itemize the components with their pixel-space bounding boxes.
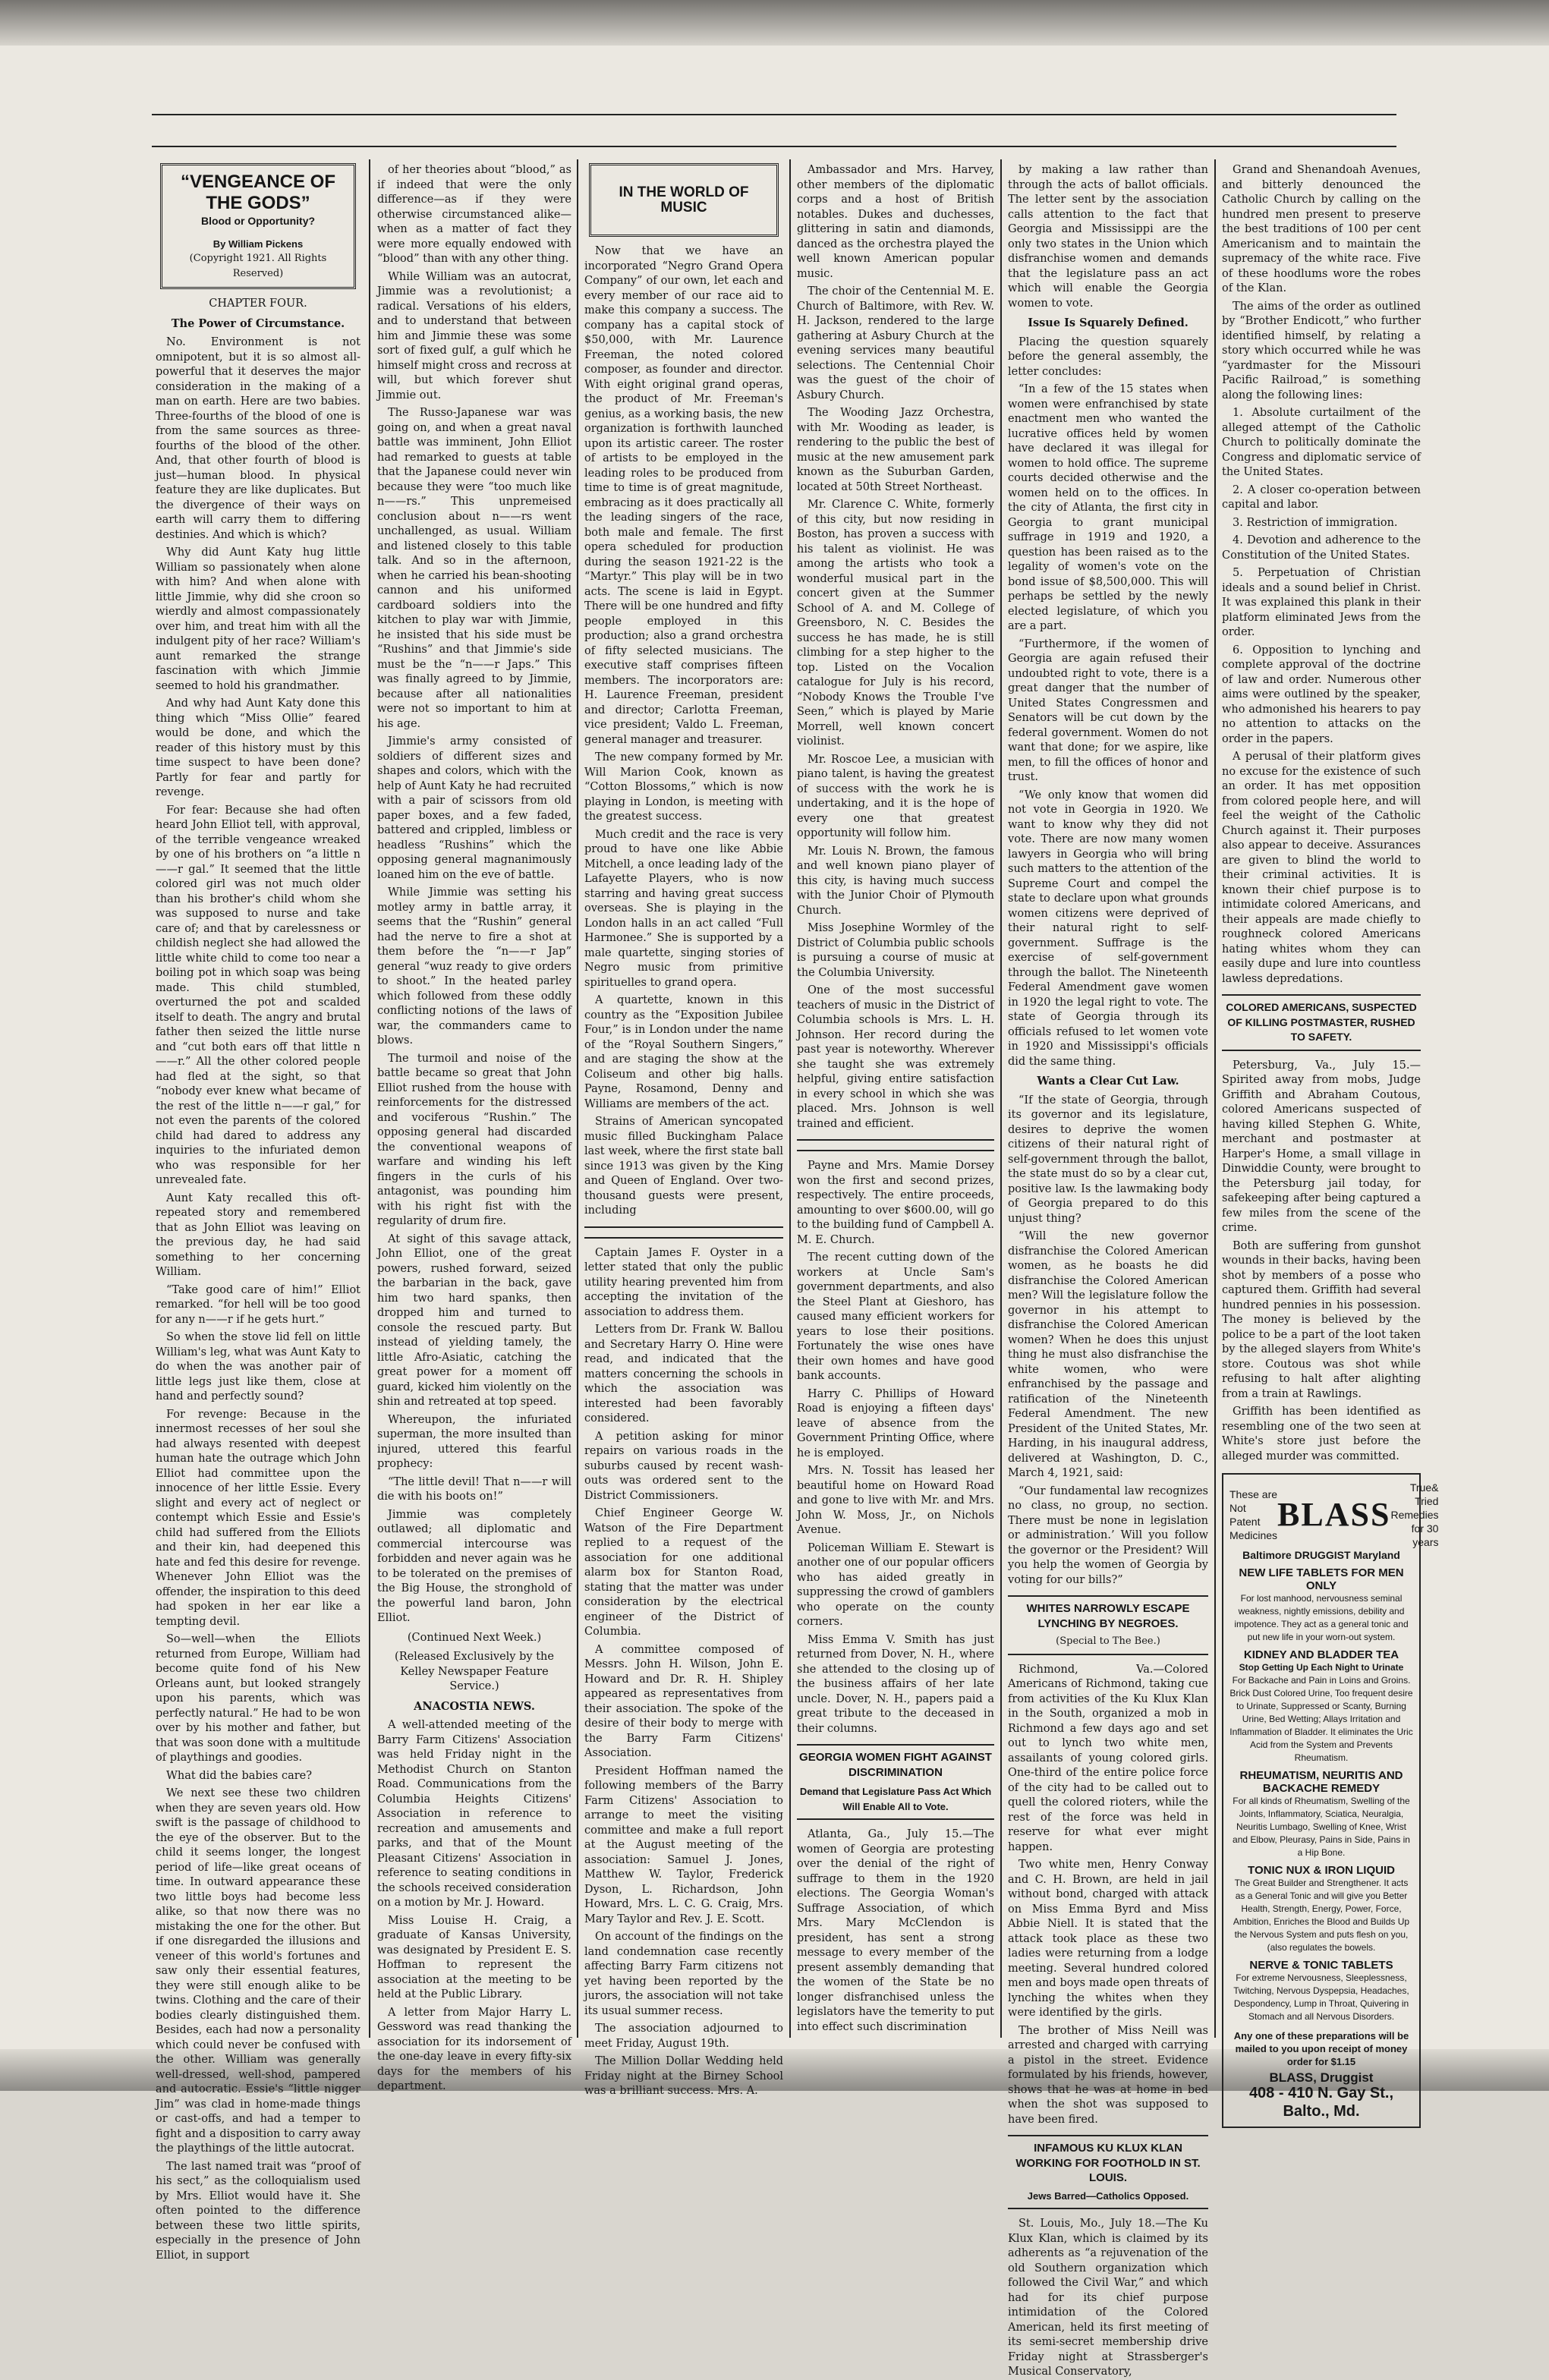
petersburg-body xyxy=(1222,1059,1421,1465)
article-paragraph: 4. Devotion and adherence to the Constitution of the United States. xyxy=(1222,534,1421,562)
clear-law-body xyxy=(1008,1094,1208,1588)
article-paragraph: The brother of Miss Neill was arrested and charged with carrying a pistol in the street. Evidence formulated by his friends, however, shows that he was at home in bed when the shot was supposed to have been fired. xyxy=(1008,2024,1208,2126)
article-paragraph: Mrs. N. Tossit has leased her beautiful home on Howard Road and gone to live with Mr. and Mrs. John W. Moss, Jr., on Nichols Avenue. xyxy=(797,1465,994,1536)
article-paragraph: For revenge: Because in the innermost recesses of her soul she had always resented with deepest human hate the outrage which John Elliot had committee upon the innocence of her little Essie. Every slight and every act of neglect or contempt which Essie and Essie's child had suffered from the Elliots and their kin, had deepened this hate and fed this desire for revenge. Whenever John Elliot was the offender, the inspiration to this deed had spoken in her ear like a tempting devil. xyxy=(156,1408,360,1628)
issue-heading: Issue Is Squarely Defined. xyxy=(1028,316,1189,329)
article-paragraph: Two white men, Henry Conway and C. H. Brown, are held in jail without bond, charged with attack on Miss Emma Byrd and Miss Abbie Niell. It is stated that the attack took place as these two ladies were returning from a lodge meeting. Several hundred colored men and boys made open threats of lynching the whites when they were identified by the girls. xyxy=(1008,1859,1208,2019)
article-paragraph: A quartette, known in this country as the “Exposition Jubilee Four,” is in London under the name of the “Royal Southern Singers,” and are staging the show at the Coliseum and other big halls. Payne, Rosamond, Denny and Williams are members of the act. xyxy=(584,994,783,1110)
klan-title: INFAMOUS KU KLUX KLAN WORKING FOR FOOTHOLD IN ST. LOUIS. xyxy=(1015,2142,1201,2184)
column-1 xyxy=(156,163,360,2262)
article-paragraph: 6. Opposition to lynching and complete approval of the doctrine of law and order. Numerous other aims were outlined by the speaker, who admonished his hearers to pay no attention to attacks on the order in the papers. xyxy=(1222,644,1421,745)
article-paragraph: So—well—when the Elliots returned from Europe, William had become quite fond of his New Orleans aunt, but looked strangely upon his parents, which was perfectly natural.” He had to be won over by his mother and father, but that was soon done with a multitude of playthings and goodies. xyxy=(156,1633,360,1764)
klan-body xyxy=(1008,2217,1208,2380)
article-paragraph: Chief Engineer George W. Watson of the Fire Department replied to a request of the association for one additional alarm box for Stanton Road, stating that the matter was under consideration by the electrical engineer of the District of Columbia. xyxy=(584,1507,783,1638)
ad-text-3: For all kinds of Rheumatism, Swelling of the Joints, Inflammatory, Sciatica, Neuralgia, Neuritis Lumbago, Swelling of Knee, Wrist and Elbow, Pleurasy, Pains in Side, Pains in a Hip Bone. xyxy=(1233,1796,1410,1858)
ad-heading-4: TONIC NUX & IRON LIQUID xyxy=(1248,1864,1395,1877)
article-paragraph: Letters from Dr. Frank W. Ballou and Secretary Harry O. Hine were read, and indicated that the matters concerning the schools in which the association was interested had been favorably considered. xyxy=(584,1324,783,1425)
blass-advertisement xyxy=(1222,1473,1439,2128)
ad-address-1: 408 - 410 N. Gay St., xyxy=(1248,2085,1394,2101)
anacostia-body-continued-2 xyxy=(797,1159,994,1736)
column-rule xyxy=(369,159,370,2038)
article-paragraph: Harry C. Phillips of Howard Road is enjoying a fifteen days' leave of absence from the Government Printing Office, where he is employed. xyxy=(797,1387,994,1459)
article-paragraph: “The little devil! That n——r will die with his boots on!” xyxy=(377,1475,571,1503)
ad-tagline: Baltimore DRUGGIST Maryland xyxy=(1242,1549,1400,1561)
copyright: (Copyright 1921. All Rights Reserved) xyxy=(189,253,327,279)
article-paragraph: While William was an autocrat, Jimmie was a revolutionist; a radical. Versations of his elders, and to understand that between him and Jimmie these was some sort of fixed gulf, a gulf which he himself might cross and recross at will, but which forever shut Jimmie out. xyxy=(377,270,571,401)
article-paragraph: Much credit and the race is very proud to have one like Abbie Mitchell, a once leading lady of the Lafayette Players, who is now starring and having great success overseas. She is playing in the London halls in an act called “Full Harmonee.” She is supported by a male quartette, singing stories of Negro music from primitive spirituelles to grand opera. xyxy=(584,828,783,989)
ad-left-1: These are xyxy=(1229,1488,1278,1500)
clear-law-heading: Wants a Clear Cut Law. xyxy=(1037,1075,1179,1088)
ad-left-text xyxy=(1229,1488,1277,1542)
article-paragraph: 5. Perpetuation of Christian ideals and a sound belief in Christ. It was explained this plank in their platform eliminated Jews from the order. xyxy=(1222,567,1421,638)
article-paragraph: So when the stove lid fell on little William's leg, what was Aunt Katy to do when the was another pair of little legs just like them, close at hand and perfectly sound? xyxy=(156,1331,360,1402)
article-paragraph: Captain James F. Oyster in a letter stated that only the public utility hearing prevented him from accepting the invitation of the association to address them. xyxy=(584,1246,783,1318)
georgia-body xyxy=(797,1828,994,2035)
ad-text-1: For lost manhood, nervousness seminal weakness, nightly emissions, debility and impotence. They act as a general tonic and put new life in your worn-out system. xyxy=(1234,1593,1409,1642)
article-paragraph: “We only know that women did not vote in Georgia in 1920. We want to know why they did not vote. There are now many women lawyers in Georgia who will bring such matters to the attention of the Supreme Court and compel the state to declare upon what grounds women citizens were deprived of their natural right to self-government. Suffrage is the exercise of self-government through the ballot. The Nineteenth Federal Amendment gave women in 1920 the legal right to vote. The state of Georgia through its officials refused to let women vote in 1920 and Mississippi's officials did the same thing. xyxy=(1008,789,1208,1068)
article-paragraph: A petition asking for minor repairs on various roads in the suburbs caused by recent wash-outs was ordered sent to the District Commissioners. xyxy=(584,1430,783,1502)
article-paragraph: 3. Restriction of immigration. xyxy=(1233,516,1398,529)
petersburg-title: COLORED AMERICANS, SUSPECTED OF KILLING POSTMASTER, RUSHED TO SAFETY. xyxy=(1226,1001,1417,1043)
column-5 xyxy=(1008,163,1208,2378)
ad-text-2: For Backache and Pain in Loins and Groins. Brick Dust Colored Urine, Too frequent desire to Urinate, Suppressed or Scanty, Burning Urine, Bed Wetting; Allays Irritation and Inflammation of Bladder. It eliminates the Uric Acid from the System and Prevents Rheumatism. xyxy=(1229,1675,1413,1763)
article-paragraph: “Take good care of him!” Elliot remarked. “for hell will be too good for any n——r if he gets hurt.” xyxy=(156,1283,360,1326)
serial-title: “VENGEANCE OF THE GODS” xyxy=(180,172,336,213)
serial-header-box xyxy=(160,163,356,289)
article-paragraph: A letter from Major Harry L. Gessword was read thanking the association for its indorsement of the one-day leave in every fifty-six days for the members of his department. xyxy=(377,2006,571,2092)
ad-heading-2: KIDNEY AND BLADDER TEA xyxy=(1243,1648,1399,1661)
column-rule xyxy=(1214,159,1216,2038)
serial-subtitle: Blood or Opportunity? xyxy=(200,215,316,227)
georgia-body-continued xyxy=(1008,163,1208,311)
music-title: IN THE WORLD OF MUSIC xyxy=(619,184,749,216)
article-paragraph: While Jimmie was setting his motley army in battle array, it seems that the “Rushin” general had the nerve to fire a shot at them before the “n——r Jap” general “wuz ready to give orders to shoot.” In the heated parley which followed from these oddly conflicting notions of the laws of war, the commanders came to blows. xyxy=(377,886,571,1047)
klan-body-continued xyxy=(1222,163,1421,987)
ad-signature: BLASS, Druggist xyxy=(1269,2070,1374,2085)
article-paragraph: At sight of this savage attack, John Elliot, one of the great powers, rushed forward, seized the barbarian in the back, gave him two hard spanks, then dropped him and turned to console the rescued party. But instead of yielding tamely, the little Afro-Asiatic, catching the great power for a moment off guard, kicked him violently on the shin and retreated at top speed. xyxy=(377,1232,571,1408)
masthead-rule xyxy=(152,114,1396,147)
article-paragraph: “If the state of Georgia, through its governor and its legislature, desires to deprive the women citizens of their natural right of self-government through the ballot, the state must do so by a clear cut, positive law. Is the lawmaking body of Georgia prepared to do this unjust thing? xyxy=(1008,1094,1208,1225)
klan-header xyxy=(1008,2135,1208,2209)
ad-mail-note: Any one of these preparations will be mailed to you upon receipt of money order for $1.15 xyxy=(1233,2030,1409,2067)
article-paragraph: Placing the question squarely before the general assembly, the letter concludes: xyxy=(1008,335,1208,378)
article-paragraph: A well-attended meeting of the Barry Farm Citizens' Association was held Friday night in the Methodist Church on Stanton Road. Communications from the Columbia Heights Citizens' Association in reference to recreation and amusements and parks, and that of the Mount Pleasant Citizens' Association in reference to seating conditions in the schools received consideration on a motion by Mr. J. Howard. xyxy=(377,1719,571,1909)
column-4 xyxy=(797,163,994,2038)
article-paragraph: “Furthermore, if the women of Georgia are again refused their undoubted right to vote, there is a great danger that the number of United States Congressmen and Senators will be cut down by the federal government. Women do not want that done; for we aspire, like men, to fill the offices of honor and trust. xyxy=(1008,638,1208,783)
music-body-continued xyxy=(797,163,994,1132)
article-paragraph: Whereupon, the infuriated superman, the more insulted than injured, uttered this fearful prophecy: xyxy=(377,1413,571,1470)
ad-heading-5: NERVE & TONIC TABLETS xyxy=(1249,1959,1393,1972)
article-paragraph: Atlanta, Ga., July 15.—The women of Georgia are protesting over the denial of the right of suffrage to them in the 1920 elections. The Georgia Woman's Suffrage Association, of which Mrs. Mary McClendon is president, has sent a strong message to every member of the present assembly demanding that the women of the State be no longer disfranchised unless the legislators have the temerity to put into effect such discrimination xyxy=(797,1828,994,2033)
article-paragraph: Petersburg, Va., July 15.—Spirited away from mobs, Judge Griffith and Abraham Coutous, colored Americans suspected of having killed Stephen G. White, merchant and postmaster at Harper's Home, a small village in Dinwiddie County, were brought to the Petersburg jail today, for safekeeping after being captured a few miles from the scene of the crime. xyxy=(1222,1059,1421,1234)
article-paragraph: “Will the new governor disfranchise the Colored American women, as he boasts he did disfranchise the Colored American men? Will the legislature follow the governor in his attempt to disfranchise the Colored American women? When he does this unjust thing he must also disfranchise the white women, who were enfranchised by the passage and ratification of the Nineteenth Federal Amendment. The new President of the United States, Mr. Harding, in his inaugural address, delivered at Washington, D. C., March 4, 1921, said: xyxy=(1008,1230,1208,1479)
article-paragraph: One of the most successful teachers of music in the District of Columbia schools is Mrs. L. H. Johnson. Her record during the past year is noteworthy. Wherever she taught she was extremely helpful, giving entire satisfaction in every school in which she was placed. Mrs. Johnson is well trained and efficient. xyxy=(797,984,994,1130)
article-paragraph: Miss Josephine Wormley of the District of Columbia public schools is pursuing a course of music at the Columbia University. xyxy=(797,922,994,979)
article-paragraph: Richmond, Va.—Colored Americans of Richmond, taking cue from activities of the Ku Klux Klan in the South, organized a mob in Richmond a few days ago and set out to lynch two white men, assailants of young colored girls. One-third of the entire police force of the city had to be called out to quell the colored rioters, while the rest of the force was held in reserve for what ever might happen. xyxy=(1008,1663,1208,1853)
anacostia-body-continued xyxy=(584,1246,783,2099)
continued-note: (Continued Next Week.) xyxy=(407,1631,542,1644)
article-paragraph: No. Environment is not omnipotent, but it is so almost all-powerful that it deserves the major consideration in the making of a man on earth. Here are two babies. Three-fourths of the blood of one is from the same sources as three-fourths of the blood of the other. And, that other fourth of blood is just—human blood. In physical feature they are like duplicates. But the divergence of their ways on earth will carry them to differing destinies. And which is which? xyxy=(156,336,360,541)
article-paragraph: The choir of the Centennial M. E. Church of Baltimore, with Rev. W. H. Jackson, rendered to the large gathering at Asbury Church at the evening services many beautiful selections. The Centennial Choir was the guest of the choir of Asbury Church. xyxy=(797,285,994,401)
article-paragraph: Payne and Mrs. Mamie Dorsey won the first and second prizes, respectively. The entire proceeds, amounting to over $600.00, will go to the building fund of Campbell A. M. E. Church. xyxy=(797,1160,994,1246)
article-paragraph: The Wooding Jazz Orchestra, with Mr. Wooding as leader, is rendering to the public the best of music at the new amusement park known as the Suburban Garden, located at 50th Street Northeast. xyxy=(797,407,994,493)
georgia-header xyxy=(797,1744,994,1820)
ad-address-2: Balto., Md. xyxy=(1283,2103,1360,2120)
article-paragraph: Mr. Clarence C. White, formerly of this city, but now residing in Boston, has proven a success with his talent as violinist. He was among the artists who took a wonderful musical part in the concert given at the Summer School of A. and M. College of Greensboro, N. C. Besides the success he has made, he is still climbing for a step higher to the top. Listed on the Vocalion catalogue for July is his record, “Nobody Knows the Trouble I've Seen,” which is played by Marie Morrell, well known concert violinist. xyxy=(797,499,994,748)
article-paragraph: What did the babies care? xyxy=(166,1769,313,1782)
column-3 xyxy=(584,163,783,2097)
music-body xyxy=(584,244,783,1219)
release-note: (Released Exclusively by the Kelley Newspaper Feature Service.) xyxy=(395,1651,554,1692)
petersburg-header xyxy=(1222,994,1421,1051)
georgia-subtitle: Demand that Legislature Pass Act Which Will Enable All to Vote. xyxy=(799,1786,992,1812)
article-paragraph: Griffith has been identified as resembling one of the two seen at White's store just before the alleged murder was committed. xyxy=(1222,1406,1421,1462)
article-paragraph: A committee composed of Messrs. John H. Wilson, John E. Howard and Dr. R. H. Shipley appeared as representatives from their association. The spoke of the desire of their body to merge with the Barry Farm Citizens' Association. xyxy=(584,1643,783,1759)
section-heading: The Power of Circumstance. xyxy=(171,316,345,330)
ad-right-1: True& Tried xyxy=(1409,1481,1439,1507)
article-paragraph: And why had Aunt Katy done this thing which “Miss Ollie” feared would be done, and which the reader of this history must by this time suspect to have been done? Partly for fear and partly for revenge. xyxy=(156,697,360,798)
article-paragraph: The association adjourned to meet Friday, August 19th. xyxy=(584,2023,783,2050)
article-paragraph: Miss Emma V. Smith has just returned from Dover, N. H., where she attended to the closing up of the business affairs of her late uncle. Dover, N. H., papers paid a great tribute to the deceased in their columns. xyxy=(797,1633,994,1735)
article-paragraph: For fear: Because she had often heard John Elliot tell, with approval, of the terrible vengeance wreaked by one of his brothers on “a little n——r gal.” It seemed that the little colored girl was not much older than his brother's child whom she was supposed to nurse and take care of; and that by carelessness or childish neglect she had allowed the little white child to come too near a boiling pot in which soap was being made. This child stumbled, overturned the pot and scalded itself to death. The angry and brutal father then seized the little nurse and “cut both ears off that little n——r.” All the other colored people had fled at the sight, so that “nobody ever knew what became of the rest of the little n——r gal,” for not even the parents of the colored child had dared to address any inquiries to the infuriated demon who was responsible for her unrevealed fate. xyxy=(156,804,360,1186)
ad-heading-1: NEW LIFE TABLETS FOR MEN ONLY xyxy=(1239,1566,1404,1592)
section-divider xyxy=(797,1139,994,1151)
article-paragraph: Now that we have an incorporated “Negro Grand Opera Company” of our own, let each and every member of our race aid to make this company a success. The company has a capital stock of $50,000, with Mr. Laurence Freeman, the noted colored composer, as founder and director. With eight original grand operas, the product of Mr. Freeman's genius, as a working basis, the new organization is forthwith launched upon its artistic career. The roster of artists to be employed in the leading roles to be produced from time to time is of great magnitude, embracing as it does practically all the leading singers of the race, both male and female. The first opera scheduled for production during the season 1921-22 is the “Martyr.” This play will be in two acts. The scene is laid in Egypt. There will be one hundred and fifty people employed in this production; also a grand orchestra of fifty selected musicians. The executive staff comprises fifteen members. The incorporators are: H. Laurence Freeman, president and director; Carlotta Freeman, vice president; Valdo L. Freeman, general manager and treasurer. xyxy=(584,245,783,746)
column-6 xyxy=(1222,163,1439,2120)
article-paragraph: The new company formed by Mr. Will Marion Cook, known as “Cotton Blossoms,” which is now playing in London, is meeting with the greatest success. xyxy=(584,751,783,823)
article-paragraph: Mr. Roscoe Lee, a musician with piano talent, is having the greatest of success with the work he is undertaking, and it is the hope of every one that greatest opportunity will follow him. xyxy=(797,753,994,839)
article-paragraph: President Hoffman named the following members of the Barry Farm Citizens' Association to arrange to meet the visiting committee and make a full report at the August meeting of the association: Samuel J. Jones, Matthew W. Taylor, Frederick Dyson, L. Richardson, John Howard, Mrs. L. C. G. Craig, Mrs. Mary Taylor and Rev. J. E. Scott. xyxy=(584,1765,783,1925)
article-paragraph: Both are suffering from gunshot wounds in their backs, having been shot by members of a posse who captured them. Griffith had several hundred pennies in his possession. The money is believed by the police to be a part of the loot taken by the alleged slayers from White's store. Coutous was shot while refusing to halt after alighting from a train at Rawlings. xyxy=(1222,1239,1421,1400)
article-paragraph: The Russo-Japanese war was going on, and when a great naval battle was imminent, John Elliot had remarked to guests at table that the Japanese could never win because they were “too much like n——rs.” This unpremeised conclusion about n——rs went unchallenged, as usual. William and listened closely to this table talk. And so in the afternoon, when he carried his bean-shooting cannon and his uniformed cardboard soldiers into the kitchen to play war with Jimmie, he insisted that his side must be “Rushins” and that Jimmie's side must be the “n——r Japs.” This was finally agreed to by Jimmie, because after all nationalities were not so important to him at his age. xyxy=(377,407,571,730)
article-paragraph: The Million Dollar Wedding held Friday night at the Birney School was a brilliant success. Mrs. A. xyxy=(584,2055,783,2097)
chapter-heading: CHAPTER FOUR. xyxy=(209,298,307,310)
serial-body-continued xyxy=(377,163,571,1626)
article-paragraph: 1. Absolute curtailment of the alleged attempt of the Catholic Church to politically dominate the Congress and diplomatic service of the United States. xyxy=(1222,407,1421,478)
article-paragraph: Mr. Louis N. Brown, the famous and well known piano player of this city, is having much success with the Junior Choir of Plymouth Church. xyxy=(797,845,994,917)
issue-body xyxy=(1008,335,1208,1070)
georgia-title: GEORGIA WOMEN FIGHT AGAINST DISCRIMINATION xyxy=(799,1751,992,1779)
article-paragraph: A perusal of their platform gives no excuse for the existence of such an order. It has met opposition from colored people here, and will feel the weight of the Catholic Church against it. Their purposes also appear to deceive. Assurances are given to blind the world to their criminal activities. It is known their chief purpose is to intimidate colored Americans, and their appeals are made chiefly to roughneck colored Americans hating whites whom they can easily dupe and lure into countless lawless depredations. xyxy=(1222,751,1421,985)
ad-text-4: The Great Builder and Strengthener. It acts as a General Tonic and will give you Better Health, Strength, Energy, Power, Force, Ambition, Enriches the Blood and Builds Up the Nervous System and puts flesh on you, (also regulates the bowels. xyxy=(1233,1878,1410,1953)
column-2 xyxy=(377,163,571,2092)
ad-subheading-2: Stop Getting Up Each Night to Urinate xyxy=(1239,1662,1404,1673)
article-paragraph: The last named trait was “proof of his sect,” as the colloquialism used by Mrs. Elliot would have it. She often pointed to the difference between these two little spirits, especially in the presence of John Elliot, in support xyxy=(156,2160,360,2262)
article-paragraph: Ambassador and Mrs. Harvey, other members of the diplomatic corps and a host of British notables. Dukes and duchesses, glittering in satin and diamonds, danced as the orchestra played the well known American popular music. xyxy=(797,164,994,280)
article-paragraph: Aunt Katy recalled this oft-repeated story and remembered that as John Elliot was leaving on the previous day, he had said something to her concerning William. xyxy=(156,1192,360,1278)
article-paragraph: St. Louis, Mo., July 18.—The Ku Klux Klan, which is claimed by its adherents as “a rejuvenation of the old Southern organization which followed the Civil War,” and which had for its chief purpose intimidation of the Colored American, held its first meeting of its semi-secret membership drive Friday night at Strassberger's Musical Conservatory, xyxy=(1008,2218,1208,2378)
ad-text-5: For extreme Nervousness, Sleeplessness, Twitching, Nervous Dyspepsia, Headaches, Despondency, Lump in Throat, Quivering in Stomach and all Nervous Disorders. xyxy=(1233,1972,1409,2022)
article-paragraph: The recent cutting down of the workers at Uncle Sam's government departments, and also the Steel Plant at Gieshoro, has caused many efficient workers for years to lose their positions. Fortunately the wise ones have their own homes and have good bank accounts. xyxy=(797,1251,994,1382)
music-header-box xyxy=(589,163,779,237)
ad-brand-row xyxy=(1229,1481,1439,1549)
article-paragraph: Jimmie's army consisted of soldiers of different sizes and shapes and colors, which with the help of Aunt Katy he had recruited with a pair of scissors from old paper boxes, and a few faded, battered and crippled, limbless or headless “Rushins” which the opposing general magnanimously loaned him on the eve of battle. xyxy=(377,735,571,881)
article-paragraph: Strains of American syncopated music filled Buckingham Palace last week, where the first state ball since 1913 was given by the King and Queen of England. Over two-thousand guests were present, including xyxy=(584,1116,783,1217)
article-paragraph: of her theories about “blood,” as if indeed that were the only difference—as if they were otherwise circumstanced alike—when as a matter of fact they were more equally endowed with “blood” than with any other thing. xyxy=(377,164,571,265)
ad-left-3: Medicines xyxy=(1229,1529,1278,1541)
whites-title: WHITES NARROWLY ESCAPE LYNCHING BY NEGROES. xyxy=(1026,1602,1190,1630)
ad-right-2: Remedies xyxy=(1390,1509,1439,1521)
klan-subtitle: Jews Barred—Catholics Opposed. xyxy=(1027,2190,1189,2202)
column-rule xyxy=(577,159,578,2038)
ad-left-2: Not Patent xyxy=(1229,1502,1261,1528)
article-paragraph: Jimmie was completely outlawed; all diplomatic and commercial intercourse was forbidden and never again was he to be tolerated on the premises of the Big House, the stronghold of the powerful land baron, John Elliot. xyxy=(377,1508,571,1624)
column-rule xyxy=(789,159,791,2038)
ad-right-text xyxy=(1390,1481,1438,1549)
whites-body xyxy=(1008,1663,1208,2128)
article-paragraph: The turmoil and noise of the battle became so great that John Elliot rushed from the house with reinforcements for the distressed and vociferous “Rushin.” The opposing general had discarded the conventional weapons of warfare and winding his left fingers in the curls of his antagonist, was pounding him with his right fist with the regularity of drum fire. xyxy=(377,1052,571,1227)
ad-right-3: for 30 years xyxy=(1411,1522,1439,1548)
anacostia-body xyxy=(377,1718,571,2095)
article-paragraph: by making a law rather than through the acts of ballot officials. The letter sent by the association calls attention to the fact that Georgia and Mississippi are the only two states in the Union which disfranchise women and demands that the legislature pass an act which will enable the Georgia women to vote. xyxy=(1008,164,1208,310)
section-divider xyxy=(584,1226,783,1239)
article-paragraph: Miss Louise H. Craig, a graduate of Kansas University, was designated by President E. S. Hoffman to represent the association at the meeting to be held at the Public Library. xyxy=(377,1914,571,2001)
anacostia-heading: ANACOSTIA NEWS. xyxy=(414,1699,535,1713)
whites-special: (Special to The Bee.) xyxy=(1056,1635,1160,1647)
column-rule xyxy=(1000,159,1002,2038)
article-paragraph: Why did Aunt Katy hug little William so passionately when alone with him? And when alone with little Jimmie, why did she croon so wierdly and almost compassionately over him, and treat him with all the indulgent pity of her race? William's aunt remarked the strange fascination with which Jimmie seemed to hold his grandmather. xyxy=(156,546,360,692)
article-paragraph: On account of the findings on the land condemnation case recently affecting Barry Farm citizens not yet having been reported by the jurors, the association will not take its usual summer recess. xyxy=(584,1931,783,2017)
article-paragraph: We next see these two children when they are seven years old. How swift is the passage of childhood to the eye of the observer. But to the child it seems longer, the longest period of life—like great oceans of time. In outward appearance these two little boys had become less alike, so that now there was no mistaking the one for the other. But if one disregarded the illusions and veneer of this world's fortunes and saw only their essential features, they were still enough alike to be twins. Clothing and the care of their bodies clearly distinguished them. Besides, each had now a personality which could never be confused with the other. William was generally well-dressed, well-shod, pampered and autocratic. Essie's “little nigger Jim” was clad in home-made things or cast-offs, and had a temper to fight and a disposition to carry away the playthings of the little autocrat. xyxy=(156,1787,360,2155)
article-paragraph: The aims of the order as outlined by “Brother Endicott,” who further identified himself, by relating a story which occurred while he was “yardmaster for the Missouri Pacific Railroad,” is something along the following lines: xyxy=(1222,300,1421,401)
article-paragraph: Policeman William E. Stewart is another one of our popular officers who has aided greatly in suppressing the crowd of gamblers who operate on the county corners. xyxy=(797,1541,994,1628)
ad-brand-logo: BLASS xyxy=(1277,1496,1391,1533)
serial-body xyxy=(156,335,360,2263)
article-paragraph: 2. A closer co-operation between capital and labor. xyxy=(1222,483,1421,511)
article-paragraph: Grand and Shenandoah Avenues, and bitterly denounced the Catholic Church by calling on the hundred men present to preserve the best traditions of 100 per cent Americanism and to maintain the supremacy of the white race. Five of these hoodlums wore the robes of the Klan. xyxy=(1222,164,1421,294)
byline: By William Pickens xyxy=(213,238,304,250)
article-paragraph: “Our fundamental law recognizes no class, no group, no section. There must be none in legislation or administration.’ Will you follow the governor or the President? Will you help the women of Georgia by voting for our bills?” xyxy=(1008,1484,1208,1586)
article-paragraph: “In a few of the 15 states when women were enfranchised by state enactment men who wanted the lucrative offices held by women have declared it was illegal for women to hold office. The supreme courts decided otherwise and the women held on to the offices. In the city of Atlanta, the first city in Georgia to grant municipal suffrage in 1919 and 1920, a question has been raised as to the legality of women's vote on the bond issue of $8,500,000. This will perhaps be settled by the newly elected legislature, of which you are a part. xyxy=(1008,383,1208,632)
scan-edge-top xyxy=(0,0,1549,46)
whites-header xyxy=(1008,1595,1208,1655)
ad-heading-3: RHEUMATISM, NEURITIS AND BACKACHE REMEDY xyxy=(1239,1769,1403,1795)
